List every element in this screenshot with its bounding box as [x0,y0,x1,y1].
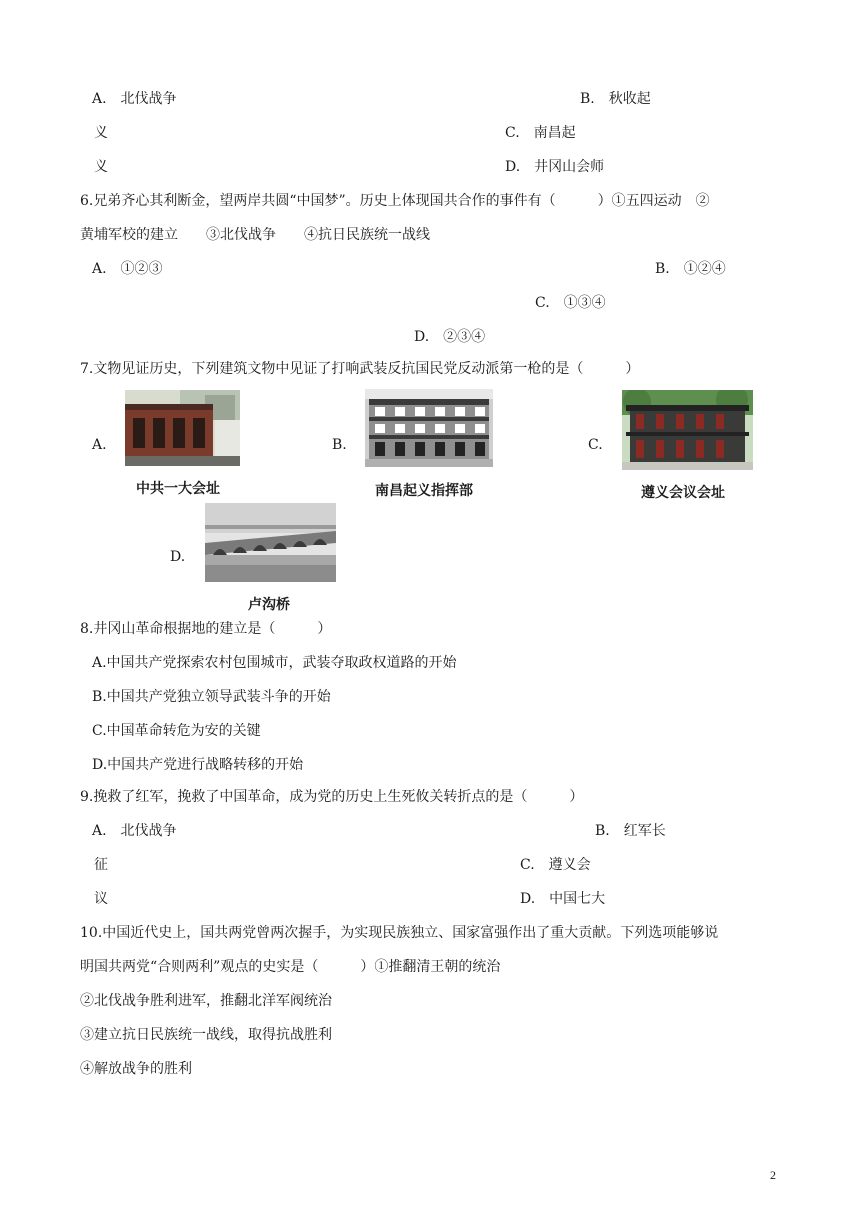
q5-option-c: C. 南昌起 [505,125,576,141]
q8-stem: 8.井冈山革命根据地的建立是（ ） [80,621,332,637]
q8-option-c: C.中国革命转危为安的关键 [92,723,261,739]
q10-stem-line1: 10.中国近代史上，国共两党曾两次握手，为实现民族独立、国家富强作出了重大贡献。下列选项能够说 [80,925,719,941]
q6-option-b: B. ①②④ [655,261,726,277]
q7-option-a: A. [92,437,107,453]
q7-caption-a: 中共一大会址 [136,481,220,497]
q7-photo-b [365,389,493,467]
q7-photo-a [125,390,240,466]
q8-option-d: D.中国共产党进行战略转移的开始 [92,757,304,773]
q9-option-c: C. 遵义会 [520,857,591,873]
q6-stem-line2: 黄埔军校的建立 ③北伐战争 ④抗日民族统一战线 [80,227,430,243]
q5-option-d: D. 井冈山会师 [505,159,605,175]
q7-option-c: C. [588,437,603,453]
q7-stem: 7.文物见证历史，下列建筑文物中见证了打响武装反抗国民党反动派第一枪的是（ ） [80,361,640,377]
q10-statement-2: ②北伐战争胜利进军，推翻北洋军阀统治 [80,993,332,1009]
q5-option-a: A. 北伐战争 [92,91,177,107]
q5-option-b: B. 秋收起 [580,91,651,107]
q8-option-b: B.中国共产党独立领导武装斗争的开始 [92,689,331,705]
q9-option-c-wrap: 议 [94,891,108,907]
q5-option-b-wrap: 义 [94,125,108,141]
q9-option-d: D. 中国七大 [520,891,606,907]
q7-option-d: D. [170,549,186,565]
page-number: 2 [770,1168,776,1182]
q8-option-a: A.中国共产党探索农村包围城市，武装夺取政权道路的开始 [92,655,457,671]
q9-stem: 9.挽救了红军，挽救了中国革命，成为党的历史上生死攸关转折点的是（ ） [80,789,584,805]
q5-option-c-wrap: 义 [94,159,108,175]
q6-option-a: A. ①②③ [92,261,163,277]
q7-photo-d [205,503,336,582]
q9-option-b-wrap: 征 [94,857,108,873]
q6-option-c: C. ①③④ [535,295,606,311]
q6-stem-line1: 6.兄弟齐心其利断金，望两岸共圆“中国梦”。历史上体现国共合作的事件有（ ）①五四运动 ② [80,193,710,209]
q7-caption-b: 南昌起义指挥部 [375,483,473,499]
q6-option-d: D. ②③④ [414,329,486,345]
q10-stem-line2: 明国共两党“合则两利”观点的史实是（ ）①推翻清王朝的统治 [80,959,501,975]
q7-caption-d: 卢沟桥 [248,597,290,613]
q7-option-b: B. [332,437,347,453]
q7-photo-c [622,390,753,470]
q9-option-b: B. 红军长 [595,823,666,839]
q10-statement-4: ④解放战争的胜利 [80,1061,192,1077]
q10-statement-3: ③建立抗日民族统一战线，取得抗战胜利 [80,1027,332,1043]
q7-caption-c: 遵义会议会址 [641,485,725,501]
q9-option-a: A. 北伐战争 [92,823,177,839]
